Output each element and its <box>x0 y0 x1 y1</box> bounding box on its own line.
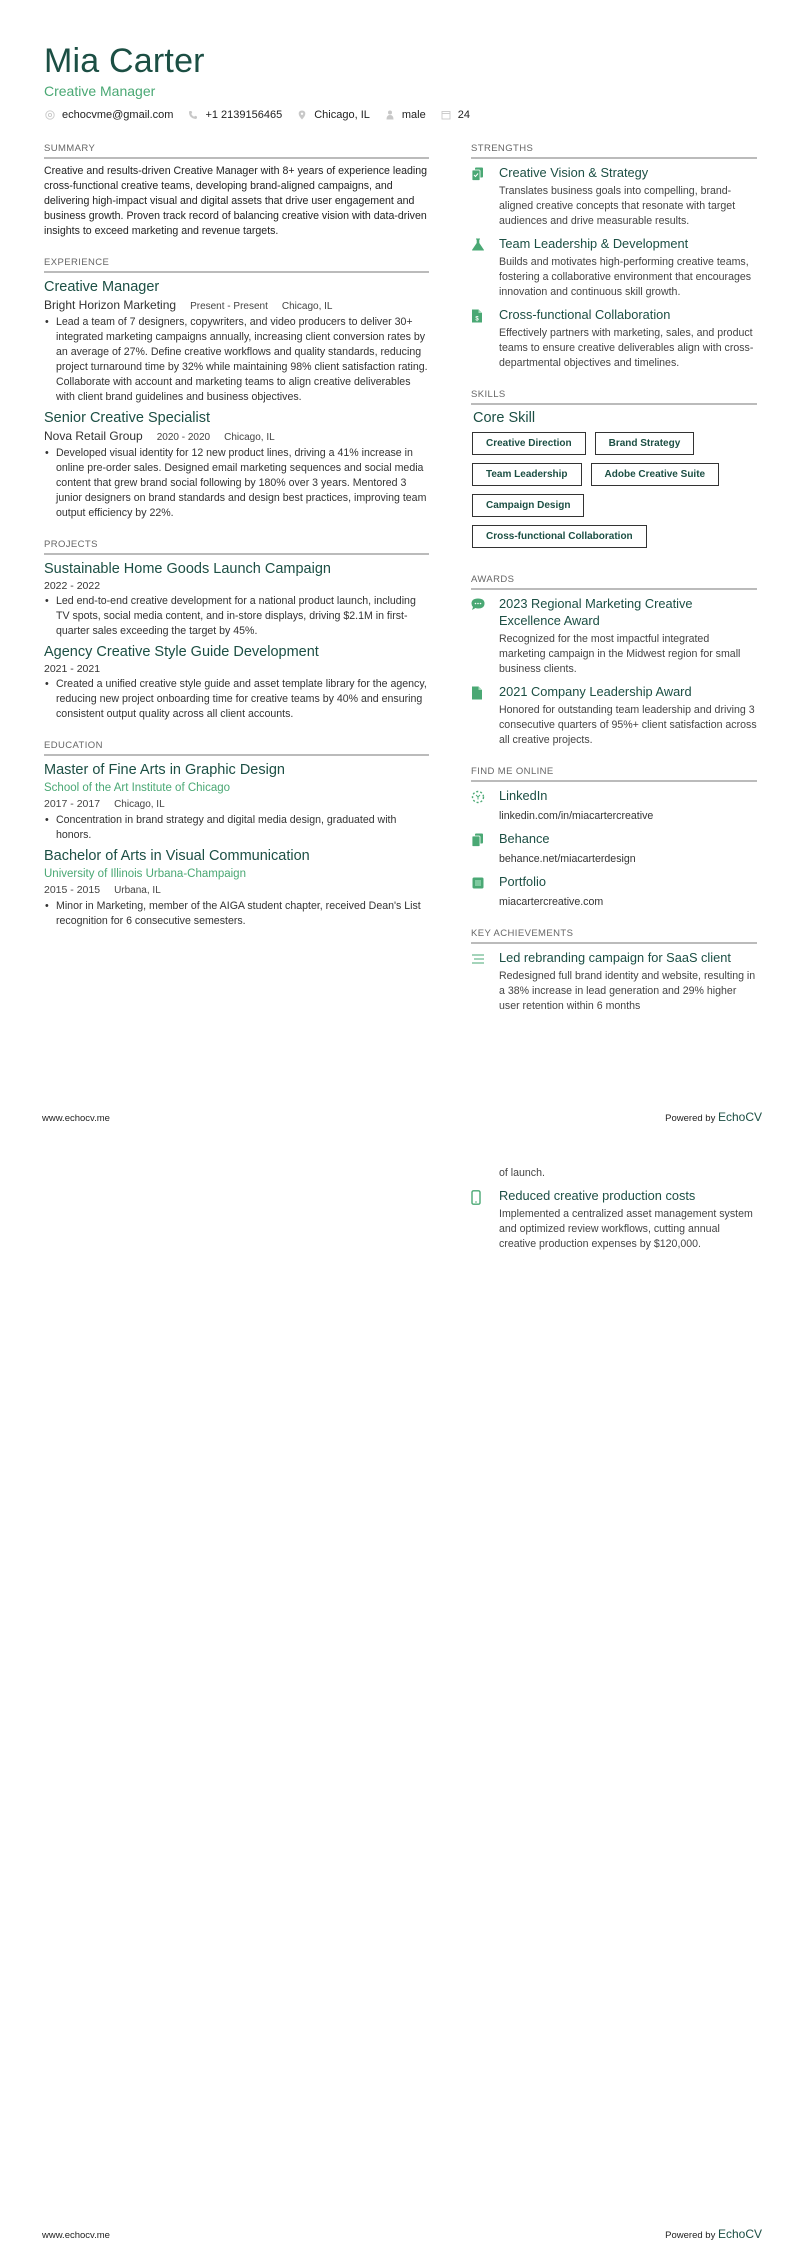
candidate-title: Creative Manager <box>44 83 156 99</box>
chat-bubble-icon <box>471 595 499 677</box>
clipboard-check-icon <box>471 164 499 229</box>
job-dates: Present - Present <box>190 301 268 312</box>
footer-powered <box>665 1110 762 1124</box>
contact-email[interactable] <box>44 109 173 121</box>
achievement-item-continued <box>471 1166 757 1181</box>
phone-device-icon <box>471 1187 499 1252</box>
job-title: Creative Manager <box>44 279 160 295</box>
achievement-title: Led rebranding campaign for SaaS client <box>499 950 731 965</box>
project-item <box>44 560 429 639</box>
achievement-desc: of launch. <box>499 1167 545 1179</box>
skill-chip: Adobe Creative Suite <box>591 463 720 486</box>
award-desc: Recognized for the most impactful integrated marketing campaign in the Midwest region for small business clients. <box>499 633 741 675</box>
strength-title: Creative Vision & Strategy <box>499 165 649 180</box>
achievements-section <box>471 928 757 1014</box>
strength-desc: Translates business goals into compelling, brand-aligned creative concepts that resonate with target audiences and drive measurable results. <box>499 185 736 227</box>
project-bullets <box>44 594 429 639</box>
summary-text: Creative and results-driven Creative Manager with 8+ years of experience leading cross-functional creative teams, developing brand-aligned campaigns, and delivering high-impact visual and digital assets that drive user engagement and business growth. Proven track record of balancing creative vision with data-driven insights to exceed marketing and revenue targets. <box>44 165 428 237</box>
achievement-desc: Redesigned full brand identity and website, resulting in a 38% increase in lead generation and 29% higher user retention within 6 months <box>499 970 756 1012</box>
resume-page-2 <box>0 1123 794 2246</box>
section-heading: EDUCATION <box>44 740 429 756</box>
job-meta <box>44 297 429 315</box>
section-heading: SKILLS <box>471 389 757 405</box>
email-text: echocvme@gmail.com <box>62 109 174 121</box>
skill-chip: Team Leadership <box>472 463 582 486</box>
school-name: School of the Art Institute of Chicago <box>44 782 231 794</box>
dotted-circle-icon <box>471 787 499 824</box>
skill-chip: Brand Strategy <box>595 432 695 455</box>
strengths-section <box>471 143 757 371</box>
skill-chip: Creative Direction <box>472 432 586 455</box>
phone-text: +1 2139156465 <box>205 109 283 121</box>
section-heading: PROJECTS <box>44 539 429 555</box>
education-location: Chicago, IL <box>114 799 165 810</box>
section-heading: FIND ME ONLINE <box>471 766 757 782</box>
strength-item <box>471 235 757 300</box>
achievement-title: Reduced creative production costs <box>499 1188 696 1203</box>
page-footer <box>42 1110 762 1124</box>
footer-site[interactable]: www.echocv.me <box>42 1113 110 1124</box>
location-text: Chicago, IL <box>314 109 370 121</box>
project-bullets <box>44 677 429 722</box>
project-dates: 2021 - 2021 <box>44 663 101 675</box>
experience-item <box>44 278 429 405</box>
online-item[interactable] <box>471 873 757 910</box>
candidate-name: Mia Carter <box>44 42 205 80</box>
online-title: LinkedIn <box>499 788 548 803</box>
project-title: Agency Creative Style Guide Development <box>44 644 319 660</box>
section-heading: AWARDS <box>471 574 757 590</box>
job-bullets <box>44 446 429 521</box>
education-dates: 2017 - 2017 <box>44 798 101 810</box>
skills-section <box>471 389 757 556</box>
skill-group-title: Core Skill <box>473 410 536 426</box>
right-column <box>471 143 757 1032</box>
education-item <box>44 847 429 929</box>
contact-phone[interactable] <box>187 109 282 121</box>
job-location: Chicago, IL <box>281 301 333 312</box>
powered-by-label: Powered by <box>665 1113 716 1124</box>
education-meta <box>44 882 429 899</box>
spacer <box>471 1166 499 1181</box>
section-heading: STRENGTHS <box>471 143 757 159</box>
lines-icon <box>471 949 499 1014</box>
degree-title: Master of Fine Arts in Graphic Design <box>44 762 285 778</box>
online-section <box>471 766 757 910</box>
chip-icon <box>471 873 499 910</box>
online-title: Behance <box>499 831 550 846</box>
section-heading: KEY ACHIEVEMENTS <box>471 928 757 944</box>
skill-chips <box>471 432 757 556</box>
job-location: Chicago, IL <box>224 432 275 443</box>
flask-icon <box>471 235 499 300</box>
file-dollar-icon <box>471 306 499 371</box>
contact-gender <box>384 109 426 121</box>
online-item[interactable] <box>471 830 757 867</box>
education-location: Urbana, IL <box>114 885 161 896</box>
contact-location <box>296 109 370 121</box>
bullet-item: • Developed visual identity for 12 new product lines, driving a 41% increase in online pre-order sales. Designed email marketing sequences and social media content that grew brand social following by 180% over 3 years. Mentored 3 junior designers on brand standards and design best practices, improving team output efficiency by 22%. <box>44 446 429 521</box>
education-bullets <box>44 813 429 843</box>
online-link[interactable]: behance.net/miacarterdesign <box>499 853 636 865</box>
award-desc: Honored for outstanding team leadership and driving 3 consecutive quarters of 95%+ client satisfaction across all creative projects. <box>499 704 757 746</box>
at-icon <box>44 109 56 121</box>
footer-powered <box>665 2227 762 2241</box>
company-name: Bright Horizon Marketing <box>44 298 177 312</box>
strength-desc: Builds and motivates high-performing creative teams, fostering a collaborative environment that encourages innovation and continuous skill growth. <box>499 256 752 298</box>
online-title: Portfolio <box>499 874 546 889</box>
project-item <box>44 643 429 722</box>
job-dates: 2020 - 2020 <box>156 432 211 443</box>
gender-text: male <box>401 109 426 121</box>
age-text: 24 <box>457 109 470 121</box>
section-heading: SUMMARY <box>44 143 429 159</box>
bullet-item: • Created a unified creative style guide and asset template library for the agency, reducing new project onboarding time for creative teams by 40% and ensuring consistent output quality across all client accounts. <box>44 677 429 722</box>
strength-title: Cross-functional Collaboration <box>499 307 671 322</box>
company-name: Nova Retail Group <box>44 429 143 443</box>
job-bullets <box>44 315 429 405</box>
person-icon <box>384 109 396 121</box>
bullet-item: • Lead a team of 7 designers, copywriters, and video producers to deliver 30+ integrated marketing campaigns annually, increasing client conversion rates by an average of 27%. Define creative workflows and quality standards, reducing project turnaround time by 32% while maintaining 98% client satisfaction rating. Collaborate with account and marketing teams to align creative deliverables with client brand guidelines and business objectives. <box>44 315 429 405</box>
experience-item <box>44 409 429 521</box>
brand-logo: EchoCV <box>717 1110 762 1124</box>
bullet-item: • Concentration in brand strategy and digital media design, graduated with honors. <box>44 813 429 843</box>
calendar-icon <box>440 109 452 121</box>
project-dates: 2022 - 2022 <box>44 580 101 592</box>
location-pin-icon <box>296 109 308 121</box>
job-meta <box>44 428 429 446</box>
school-name: University of Illinois Urbana-Champaign <box>44 868 246 880</box>
left-column <box>44 143 429 947</box>
award-item <box>471 683 757 748</box>
award-title: 2023 Regional Marketing Creative Excellence Award <box>499 596 693 628</box>
degree-title: Bachelor of Arts in Visual Communication <box>44 848 310 864</box>
education-section <box>44 740 429 929</box>
education-meta <box>44 796 429 813</box>
achievement-item <box>471 949 757 1014</box>
file-icon <box>471 683 499 748</box>
powered-by-label: Powered by <box>665 2230 716 2241</box>
footer-site[interactable]: www.echocv.me <box>42 2230 110 2241</box>
online-item[interactable] <box>471 787 757 824</box>
page-footer <box>42 2227 762 2241</box>
strength-item <box>471 164 757 229</box>
strength-title: Team Leadership & Development <box>499 236 689 251</box>
contact-age <box>440 109 470 121</box>
skill-chip: Cross-functional Collaboration <box>472 525 647 548</box>
svg-text:$: $ <box>475 316 479 323</box>
award-title: 2021 Company Leadership Award <box>499 684 692 699</box>
online-link[interactable]: miacartercreative.com <box>499 896 604 908</box>
achievements-continued <box>471 1166 757 1258</box>
bullet-item: • Led end-to-end creative development for a national product launch, including TV spots, social media content, and in-store displays, driving $2.1M in first-quarter sales exceeding the target by 45%. <box>44 594 429 639</box>
contact-bar <box>44 109 484 121</box>
awards-section <box>471 574 757 748</box>
brand-logo: EchoCV <box>717 2227 762 2241</box>
education-item <box>44 761 429 843</box>
project-title: Sustainable Home Goods Launch Campaign <box>44 561 331 577</box>
phone-icon <box>187 109 199 121</box>
education-bullets <box>44 899 429 929</box>
experience-section <box>44 257 429 521</box>
award-item <box>471 595 757 677</box>
section-heading: EXPERIENCE <box>44 257 429 273</box>
achievement-item <box>471 1187 757 1252</box>
projects-section <box>44 539 429 722</box>
skill-chip: Campaign Design <box>472 494 584 517</box>
strength-item <box>471 306 757 371</box>
strength-desc: Effectively partners with marketing, sales, and product teams to ensure creative deliverables align with cross-departmental objectives and timelines. <box>499 327 754 369</box>
bullet-item: • Minor in Marketing, member of the AIGA student chapter, received Dean's List recognition for 6 consecutive semesters. <box>44 899 429 929</box>
summary-section <box>44 143 429 239</box>
clipboard-icon <box>471 830 499 867</box>
achievement-desc: Implemented a centralized asset management system and optimized review workflows, cutting annual creative production expenses by $120,000. <box>499 1208 753 1250</box>
job-title: Senior Creative Specialist <box>44 410 211 426</box>
education-dates: 2015 - 2015 <box>44 884 101 896</box>
online-link[interactable]: linkedin.com/in/miacartercreative <box>499 810 654 822</box>
